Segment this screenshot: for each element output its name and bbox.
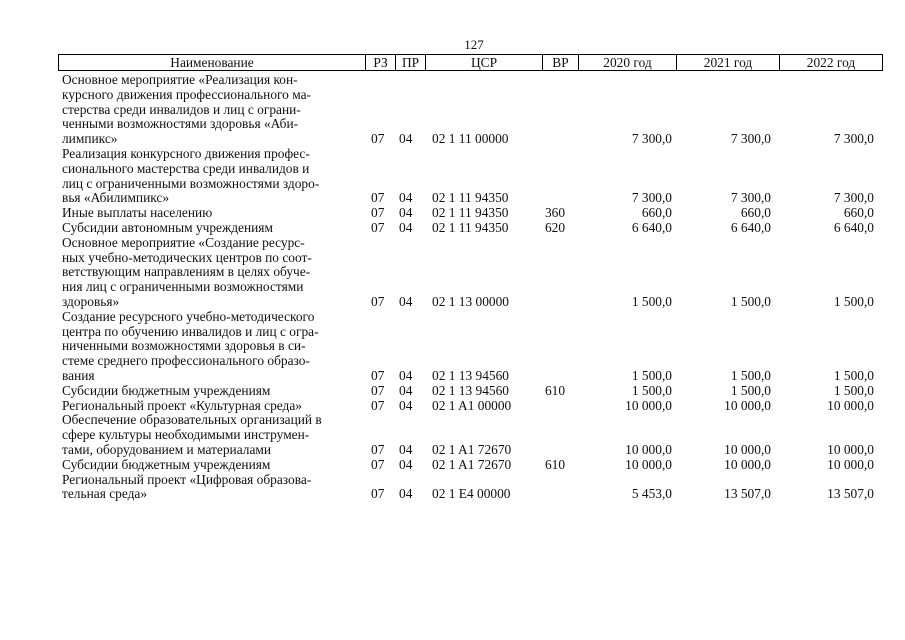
row-pr: 04 <box>399 397 413 413</box>
row-pr: 04 <box>399 441 413 457</box>
table-row <box>0 458 905 473</box>
name-line: сфере культуры необходимыми инструмен- <box>62 427 310 443</box>
header-pr: ПР <box>396 55 426 71</box>
row-2022: 13 507,0 <box>827 486 874 502</box>
row-rz: 07 <box>371 293 385 309</box>
row-2022: 10 000,0 <box>827 397 874 413</box>
row-name <box>62 310 362 384</box>
name-line: центра по обучению инвалидов и лиц с огра- <box>62 323 319 339</box>
name-line: Основное мероприятие «Реализация кон- <box>62 72 298 87</box>
row-pr: 04 <box>399 486 413 502</box>
row-2020: 6 640,0 <box>631 219 672 235</box>
name-line: Основное мероприятие «Создание ресурс- <box>62 234 305 250</box>
header-2021: 2021 год <box>677 55 780 71</box>
row-2020: 10 000,0 <box>625 456 672 472</box>
row-pr: 04 <box>399 205 413 221</box>
row-2022: 1 500,0 <box>833 382 874 398</box>
row-pr: 04 <box>399 456 413 472</box>
row-2020: 1 500,0 <box>631 367 672 383</box>
row-2021: 1 500,0 <box>730 382 771 398</box>
row-rz: 07 <box>371 456 385 472</box>
name-line: ченными возможностями здоровья «Аби- <box>62 116 299 132</box>
name-line: здоровья» <box>62 293 120 309</box>
header-rz: РЗ <box>366 55 396 71</box>
name-line: стеме среднего профессионального образо- <box>62 353 310 369</box>
name-line: Реализация конкурсного движения профес- <box>62 145 310 161</box>
name-line: ных учебно-методических центров по соот- <box>62 249 312 265</box>
row-2021: 1 500,0 <box>730 293 771 309</box>
table-header <box>58 54 883 71</box>
row-2022: 660,0 <box>843 205 874 221</box>
row-pr: 04 <box>399 190 413 206</box>
table-row <box>0 206 905 221</box>
row-2022: 7 300,0 <box>833 131 874 147</box>
header-name: Наименование <box>59 55 366 71</box>
row-2021: 10 000,0 <box>724 456 771 472</box>
row-csr: 02 1 13 94560 <box>432 367 509 383</box>
row-rz: 07 <box>371 190 385 206</box>
name-line: Субсидии автономным учреждениям <box>62 219 273 235</box>
row-pr: 04 <box>399 293 413 309</box>
row-2022: 10 000,0 <box>827 456 874 472</box>
row-2021: 660,0 <box>740 205 771 221</box>
table-row <box>0 221 905 236</box>
row-2021: 7 300,0 <box>730 190 771 206</box>
row-2022: 10 000,0 <box>827 441 874 457</box>
table-row <box>0 399 905 414</box>
row-vr: 610 <box>544 456 566 472</box>
header-vr: ВР <box>543 55 579 71</box>
row-pr: 04 <box>399 131 413 147</box>
header-2022: 2022 год <box>780 55 883 71</box>
row-name <box>62 384 362 399</box>
row-name <box>62 206 362 221</box>
row-2021: 7 300,0 <box>730 131 771 147</box>
name-line: Обеспечение образовательных организаций в <box>62 412 322 428</box>
row-2022: 6 640,0 <box>833 219 874 235</box>
table-row <box>0 384 905 399</box>
header-2020: 2020 год <box>579 55 677 71</box>
row-2020: 7 300,0 <box>631 190 672 206</box>
table-row <box>0 413 905 457</box>
table-body <box>0 73 905 502</box>
row-2021: 10 000,0 <box>724 441 771 457</box>
name-line: тельная среда» <box>62 486 148 502</box>
table-row <box>0 147 905 206</box>
name-line: стерства среди инвалидов и лиц с ограни- <box>62 101 301 117</box>
header-csr: ЦСР <box>426 55 543 71</box>
row-2020: 1 500,0 <box>631 293 672 309</box>
name-line: ниченными возможностями здоровья в си- <box>62 338 306 354</box>
row-2020: 10 000,0 <box>625 397 672 413</box>
row-name <box>62 458 362 473</box>
row-name <box>62 73 362 147</box>
name-line: Региональный проект «Культурная среда» <box>62 397 302 413</box>
row-2021: 13 507,0 <box>724 486 771 502</box>
name-line: лиц с ограниченными возможностями здоро- <box>62 175 320 191</box>
row-name <box>62 221 362 236</box>
table-row <box>0 473 905 503</box>
name-line: Региональный проект «Цифровая образова- <box>62 471 312 487</box>
row-csr: 02 1 11 00000 <box>432 131 509 147</box>
table-row <box>0 310 905 384</box>
row-name <box>62 413 362 457</box>
row-2021: 6 640,0 <box>730 219 771 235</box>
row-pr: 04 <box>399 382 413 398</box>
name-line: ния лиц с ограниченными возможностями <box>62 279 304 295</box>
row-2020: 10 000,0 <box>625 441 672 457</box>
name-line: тами, оборудованием и материалами <box>62 441 272 457</box>
row-2022: 1 500,0 <box>833 367 874 383</box>
name-line: Создание ресурсного учебно-методического <box>62 308 315 324</box>
row-rz: 07 <box>371 219 385 235</box>
row-csr: 02 1 A1 72670 <box>432 441 512 457</box>
row-vr: 620 <box>544 219 566 235</box>
name-line: вания <box>62 367 95 383</box>
row-csr: 02 1 13 00000 <box>432 293 509 309</box>
row-2022: 1 500,0 <box>833 293 874 309</box>
row-csr: 02 1 E4 00000 <box>432 486 511 502</box>
name-line: вья «Абилимпикс» <box>62 190 170 206</box>
name-line: Субсидии бюджетным учреждениям <box>62 456 271 472</box>
row-rz: 07 <box>371 131 385 147</box>
row-rz: 07 <box>371 441 385 457</box>
row-rz: 07 <box>371 367 385 383</box>
row-name <box>62 236 362 310</box>
name-line: лимпикс» <box>62 131 118 147</box>
row-csr: 02 1 11 94350 <box>432 219 509 235</box>
row-vr: 610 <box>544 382 566 398</box>
row-vr: 360 <box>544 205 566 221</box>
row-csr: 02 1 13 94560 <box>432 382 509 398</box>
row-rz: 07 <box>371 205 385 221</box>
row-rz: 07 <box>371 486 385 502</box>
row-name <box>62 473 362 503</box>
row-rz: 07 <box>371 382 385 398</box>
row-2020: 7 300,0 <box>631 131 672 147</box>
name-line: ветствующим направлениям в целях обуче- <box>62 264 311 280</box>
name-line: Субсидии бюджетным учреждениям <box>62 382 271 398</box>
row-name <box>62 147 362 206</box>
row-2020: 660,0 <box>641 205 672 221</box>
row-csr: 02 1 A1 00000 <box>432 397 512 413</box>
row-csr: 02 1 11 94350 <box>432 190 509 206</box>
name-line: сионального мастерства среди инвалидов и <box>62 160 310 176</box>
name-line: Иные выплаты населению <box>62 205 213 221</box>
row-2020: 5 453,0 <box>631 486 672 502</box>
row-2020: 1 500,0 <box>631 382 672 398</box>
page-number: 127 <box>464 37 484 52</box>
row-name <box>62 399 362 414</box>
row-csr: 02 1 A1 72670 <box>432 456 512 472</box>
row-pr: 04 <box>399 219 413 235</box>
table-row <box>0 73 905 147</box>
row-2021: 10 000,0 <box>724 397 771 413</box>
row-rz: 07 <box>371 397 385 413</box>
name-line: курсного движения профессионального ма- <box>62 86 311 102</box>
row-2021: 1 500,0 <box>730 367 771 383</box>
row-pr: 04 <box>399 367 413 383</box>
row-2022: 7 300,0 <box>833 190 874 206</box>
table-row <box>0 236 905 310</box>
row-csr: 02 1 11 94350 <box>432 205 509 221</box>
